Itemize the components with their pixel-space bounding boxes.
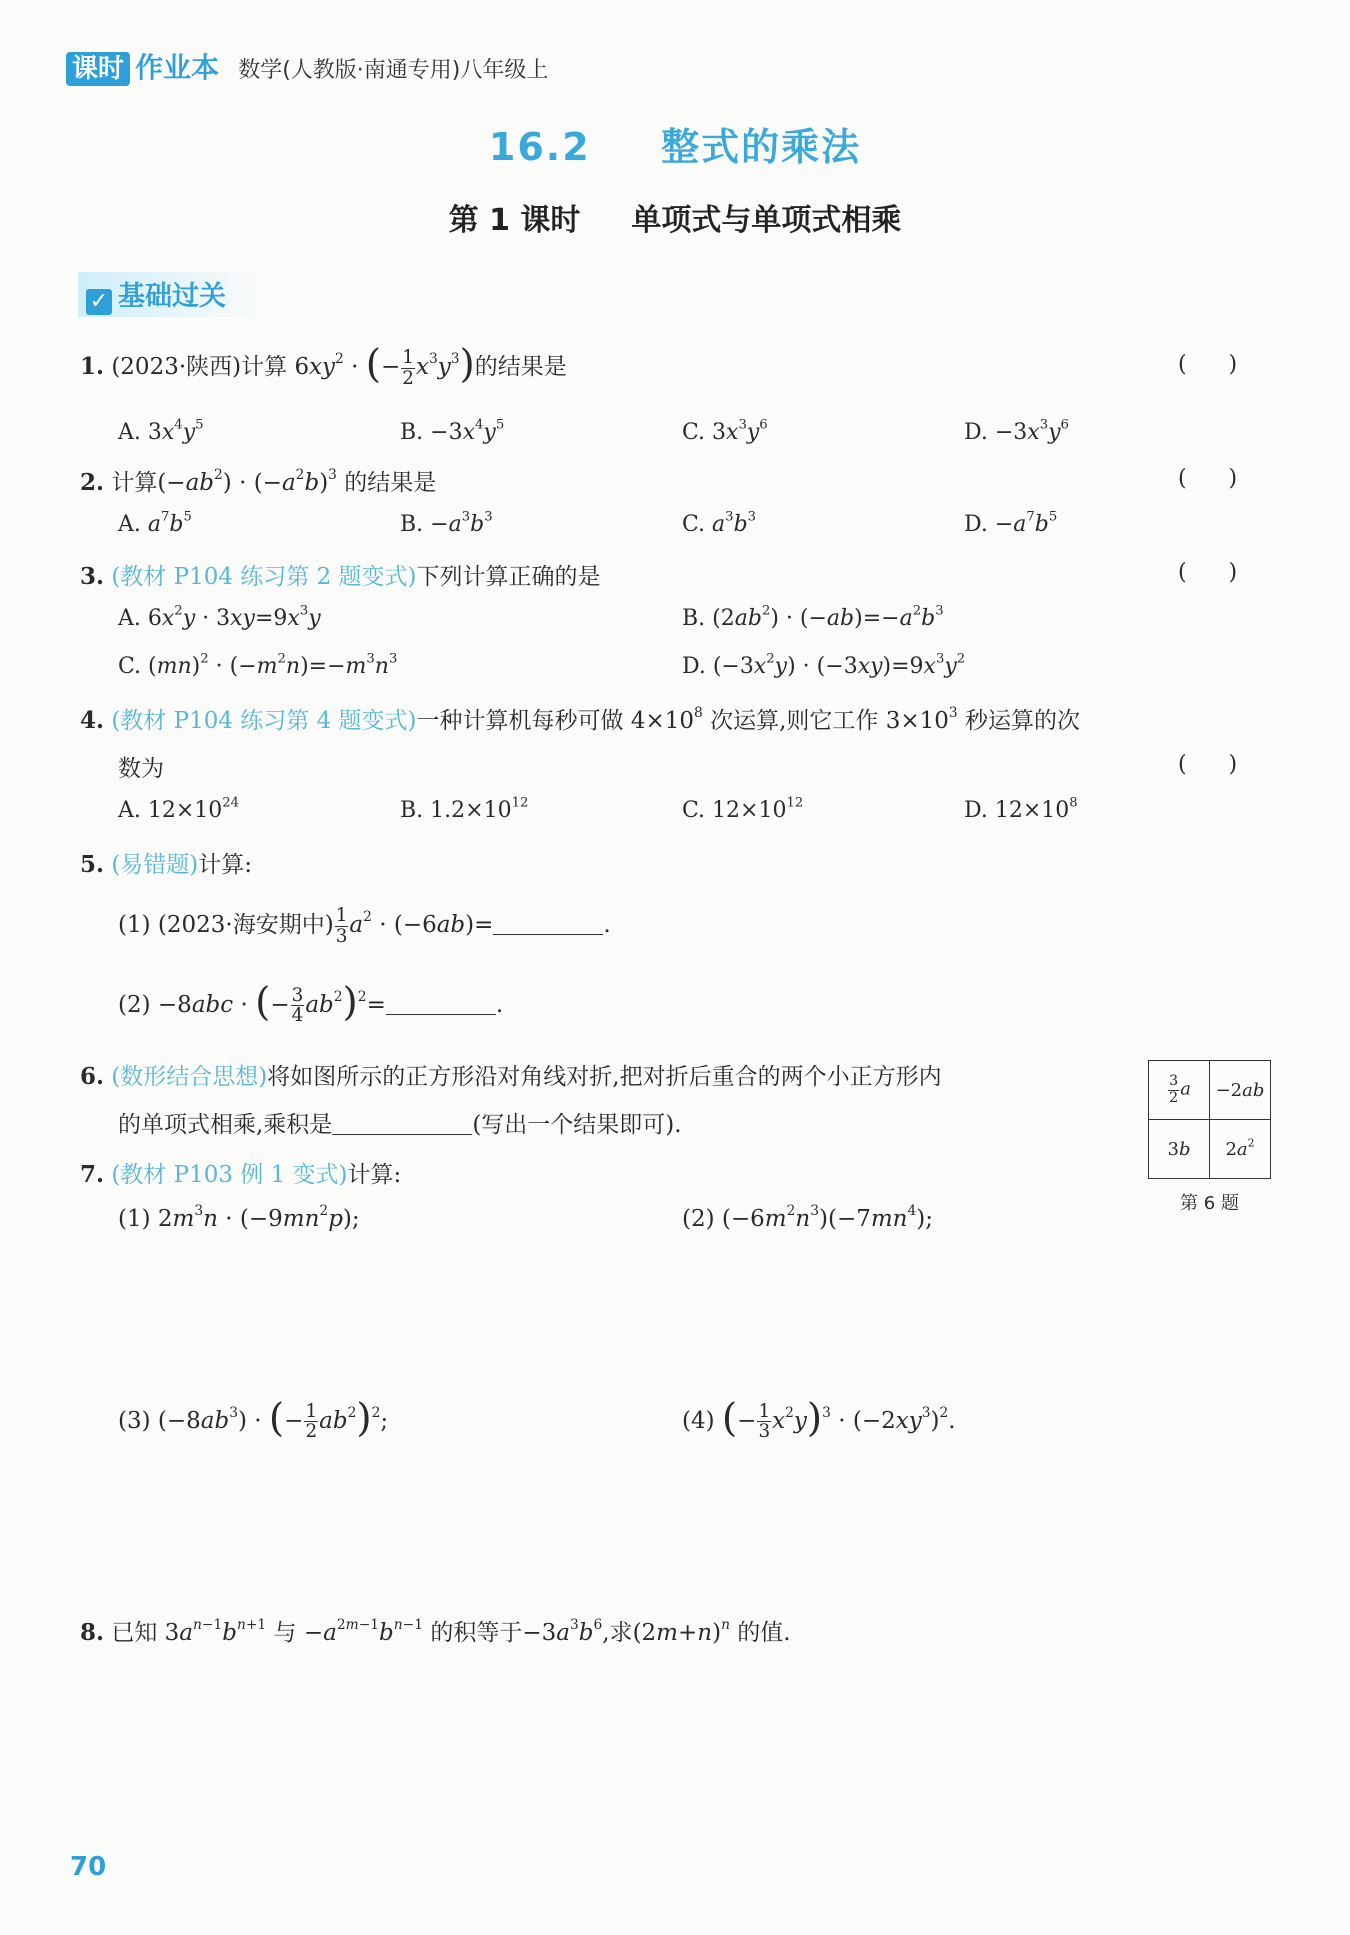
option-c[interactable]: C. $a^3b^3$ — [682, 509, 757, 537]
question-source: (教材 P104 练习第 2 题变式) — [111, 564, 417, 590]
question-number: 7. — [80, 1161, 105, 1188]
option-a[interactable]: A. $a^7b^5$ — [118, 509, 192, 537]
grid-cell: $2a^2$ — [1210, 1120, 1271, 1179]
part-label: (3) — [118, 1407, 151, 1434]
question-7 — [80, 1156, 401, 1189]
part-label: (1) — [118, 912, 151, 938]
option-a[interactable]: A. $6x^2y \cdot 3xy=9x^3y$ — [118, 603, 321, 631]
math-expression: $3a^{n-1}b^{n+1}$ — [164, 1616, 267, 1646]
question-number: 4. — [80, 707, 105, 734]
answer-blank[interactable] — [386, 991, 496, 1015]
question-text: 与 — [273, 1620, 297, 1646]
question-number: 2. — [80, 469, 105, 496]
option-a[interactable]: A. $12\times 10^{24}$ — [118, 795, 240, 823]
question-text: 已知 — [111, 1620, 158, 1646]
question-text: 的值. — [737, 1620, 791, 1646]
question-number: 3. — [80, 563, 105, 590]
part-label: (2) — [118, 991, 151, 1018]
math-expression: $(2m+n)^n$ — [632, 1616, 730, 1646]
question-text: 次运算,则它工作 — [710, 708, 879, 734]
question-8 — [80, 1614, 791, 1647]
question-text: 一种计算机每秒可做 — [416, 708, 624, 734]
square-grid — [1148, 1060, 1271, 1179]
question-3 — [80, 558, 601, 591]
question-text: 下列计算正确的是 — [416, 564, 601, 590]
question-text: 秒运算的次 — [965, 708, 1080, 734]
option-b[interactable]: B. $1.2\times 10^{12}$ — [400, 795, 529, 823]
question-5-part-1: (1) (2023·海安期中) $\frac{1}{3}$ $a^2 \cdot (-6ab)=$ . — [118, 905, 611, 947]
question-7-part-3 — [118, 1395, 389, 1443]
question-text: 计算: — [198, 852, 253, 878]
figure-caption: 第 6 题 — [1180, 1193, 1239, 1214]
question-text: (写出一个结果即可). — [472, 1112, 682, 1138]
math-expression: $\frac{1}{3}$ $a^2 \cdot (-6ab)=$ — [335, 905, 494, 947]
brand-name: 作业本 — [135, 51, 220, 84]
question-6-cont — [118, 1106, 682, 1139]
option-d[interactable]: D. $12\times 10^8$ — [964, 795, 1078, 823]
option-d[interactable]: D. $-a^7b^5$ — [964, 509, 1058, 537]
option-a[interactable]: A. $3x^4y^5$ — [118, 417, 204, 445]
math-expression: −8abc · (− $\frac{3}{4}$ $ab^2)^2=$ — [157, 979, 386, 1027]
section-number: 16.2 — [488, 125, 591, 169]
answer-bracket[interactable]: ( ) — [1178, 466, 1238, 491]
question-text: 计算: — [347, 1162, 402, 1188]
section-name: 整式的乘法 — [661, 125, 862, 169]
section-tag — [78, 272, 266, 317]
math-expression: (− $\frac{1}{3}$ $x^2y)^3 \cdot (-2xy^3)^2$. — [721, 1395, 956, 1443]
option-c[interactable]: C. $(mn)^2 \cdot (-m^2n)=-m^3n^3$ — [118, 651, 398, 679]
check-icon: ✓ — [86, 289, 112, 315]
part-label: (2) — [682, 1206, 715, 1232]
question-text: 的积等于 — [430, 1620, 523, 1646]
q6-figure — [1148, 1060, 1271, 1215]
answer-bracket[interactable]: ( ) — [1178, 352, 1238, 377]
question-text: 的结果是 — [344, 470, 437, 496]
question-4 — [80, 702, 1080, 735]
book-subject: 数学(人教版·南通专用)八年级上 — [238, 58, 549, 83]
answer-bracket[interactable]: ( ) — [1178, 560, 1238, 585]
math-expression: $(-6m^2n^3)(-7mn^4)$; — [721, 1202, 933, 1232]
math-expression: $4\times 10^8$ — [630, 704, 703, 734]
page-number: 70 — [70, 1852, 107, 1882]
answer-blank[interactable] — [332, 1111, 472, 1135]
option-b[interactable]: B. $-a^3b^3$ — [400, 509, 493, 537]
option-b[interactable]: B. $(2ab^2) \cdot (-ab)=-a^2b^3$ — [682, 603, 944, 631]
question-text: 计算 — [241, 354, 288, 380]
section-tag-label: 基础过关 — [118, 281, 226, 312]
question-7-part-1 — [118, 1202, 360, 1232]
question-5 — [80, 846, 252, 879]
question-text: 的结果是 — [474, 354, 567, 380]
math-expression: $3\times 10^3$ — [885, 704, 958, 734]
option-d[interactable]: D. $(-3x^2y) \cdot (-3xy)=9x^3y^2$ — [682, 651, 966, 679]
question-text: 的单项式相乘,乘积是 — [118, 1112, 333, 1138]
math-expression: $-3a^3b^6$ — [522, 1616, 603, 1646]
question-text: 将如图所示的正方形沿对角线对折,把对折后重合的两个小正方形内 — [267, 1064, 942, 1090]
question-source: (2023·陕西) — [111, 354, 242, 380]
section-title — [0, 116, 1350, 171]
question-1 — [80, 342, 567, 389]
question-number: 1. — [80, 353, 105, 380]
question-7-part-2 — [682, 1202, 933, 1232]
answer-bracket[interactable]: ( ) — [1178, 752, 1238, 777]
option-c[interactable]: C. $3x^3y^6$ — [682, 417, 768, 445]
question-2 — [80, 464, 436, 497]
lesson-topic: 单项式与单项式相乘 — [631, 203, 902, 238]
math-expression: $-a^{2m-1}b^{n-1}$ — [303, 1616, 424, 1646]
question-source: (教材 P103 例 1 变式) — [111, 1162, 348, 1188]
question-source: (易错题) — [111, 852, 199, 878]
math-expression: $6xy^2$ · (− $\frac{1}{2}$ $x^3y^3$) — [294, 342, 475, 389]
question-text: ,求 — [602, 1620, 633, 1646]
math-expression: $(-8ab^3)$ · (− $\frac{1}{2}$ $ab^2)^2$; — [157, 1395, 389, 1443]
question-4-cont: 数为 — [118, 756, 164, 782]
question-number: 5. — [80, 851, 105, 878]
grid-cell: $\frac{3}{2}$ a — [1149, 1061, 1210, 1120]
lesson-title — [0, 195, 1350, 239]
page-header — [66, 46, 548, 86]
part-label: (4) — [682, 1407, 715, 1434]
lesson-number: 第 1 课时 — [448, 203, 581, 238]
question-source: (教材 P104 练习第 4 题变式) — [111, 708, 417, 734]
answer-blank[interactable] — [493, 911, 603, 935]
part-label: (1) — [118, 1206, 151, 1232]
grid-cell: 3b — [1149, 1120, 1210, 1179]
question-source: (数形结合思想) — [111, 1064, 268, 1090]
question-6 — [80, 1058, 942, 1091]
question-source: (2023·海安期中) — [157, 912, 334, 938]
question-text: 计算 — [111, 470, 158, 496]
brand-logo: 课时 — [66, 52, 130, 86]
grid-cell: −2ab — [1210, 1061, 1271, 1120]
question-number: 8. — [80, 1619, 105, 1646]
math-expression: $2m^3n \cdot (-9mn^2p)$; — [157, 1202, 360, 1232]
option-c[interactable]: C. $12\times 10^{12}$ — [682, 795, 804, 823]
option-b[interactable]: B. $-3x^4y^5$ — [400, 417, 505, 445]
question-5-part-2: (2) −8abc · (− $\frac{3}{4}$ $ab^2)^2=$ . — [118, 979, 504, 1027]
option-d[interactable]: D. $-3x^3y^6$ — [964, 417, 1069, 445]
math-expression: $(-ab^2) \cdot (-a^2b)^3$ — [157, 466, 337, 496]
question-7-part-4 — [682, 1395, 956, 1443]
question-number: 6. — [80, 1063, 105, 1090]
